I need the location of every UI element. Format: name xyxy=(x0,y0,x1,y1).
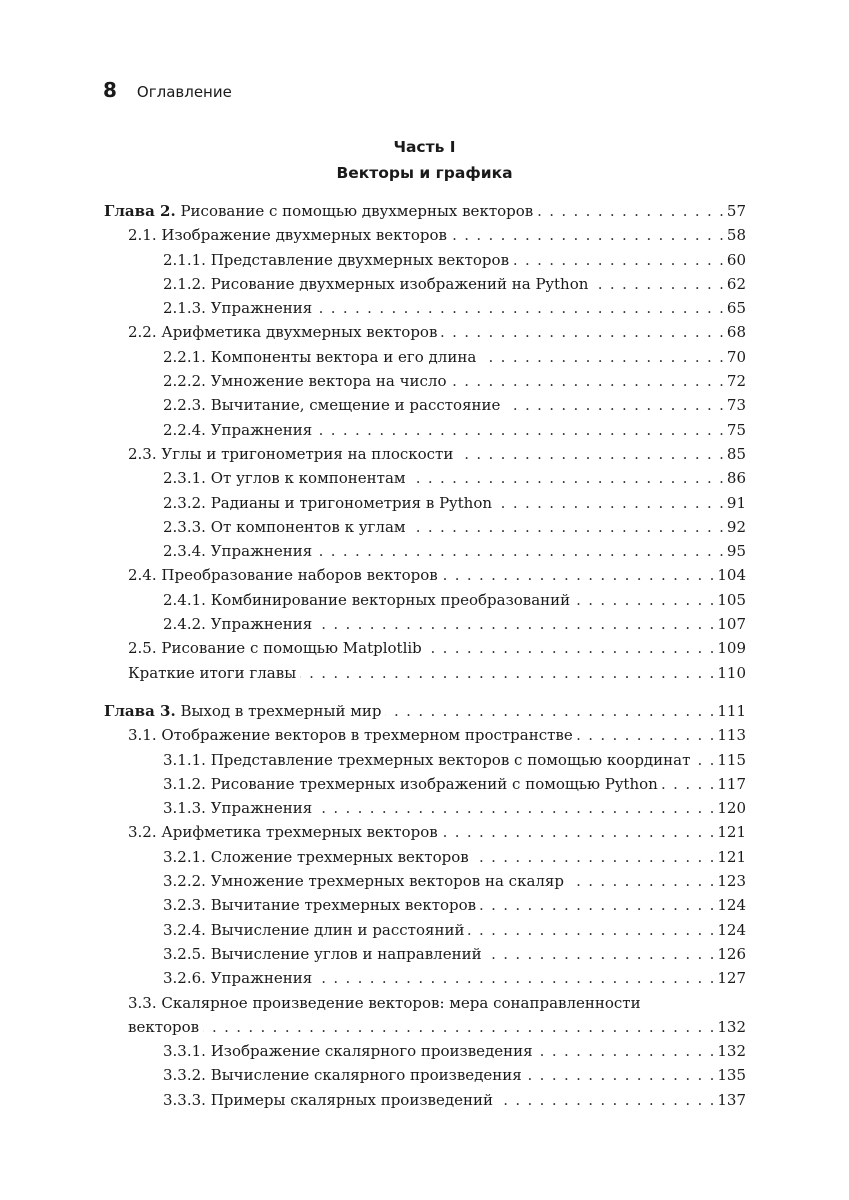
toc-entry-title: 2.1.2. Рисование двухмерных изображений на Python xyxy=(163,274,589,293)
toc-entry-title: 2.1.1. Представление двухмерных векторов xyxy=(163,250,510,269)
leader-dots xyxy=(442,820,715,844)
leader-dots xyxy=(316,612,714,636)
toc-entry-title: 2.3.3. От компонентов к углам xyxy=(163,517,406,536)
toc-entry-title: 2.1. Изображение двухмерных векторов xyxy=(128,226,447,245)
toc-page-number: 113 xyxy=(717,726,746,745)
leader-dots xyxy=(537,199,724,223)
leader-dots xyxy=(468,918,714,942)
leader-dots xyxy=(526,1063,715,1087)
toc-section-entry[interactable] xyxy=(104,563,746,587)
leader-dots xyxy=(410,515,724,539)
toc-subsection-entry[interactable] xyxy=(104,612,746,636)
toc-subsection-entry[interactable] xyxy=(104,393,746,417)
toc-entry-title: 2.2.3. Вычитание, смещение и расстояние xyxy=(163,396,501,415)
leader-dots xyxy=(694,748,714,772)
toc-section-entry[interactable] xyxy=(104,820,746,844)
toc-page-number: 91 xyxy=(726,493,746,512)
leader-dots xyxy=(473,845,715,869)
toc-entry-title: 2.3.1. От углов к компонентам xyxy=(163,469,406,488)
toc-page-number: 60 xyxy=(726,250,746,269)
toc-page-number: 62 xyxy=(726,274,746,293)
leader-dots xyxy=(451,223,724,247)
leader-dots xyxy=(203,1015,714,1039)
toc-entry-title: векторов xyxy=(128,1017,200,1036)
toc-subsection-entry[interactable] xyxy=(104,369,746,393)
leader-dots xyxy=(316,296,724,320)
toc-subsection-entry[interactable] xyxy=(104,466,746,490)
toc-section-entry[interactable] xyxy=(104,320,746,344)
part-title: Векторы и графика xyxy=(336,164,513,182)
toc-subsection-entry[interactable] xyxy=(104,1063,746,1087)
toc-entry-title: 3.2.6. Упражнения xyxy=(163,969,313,988)
leader-dots xyxy=(316,539,724,563)
toc-subsection-entry[interactable] xyxy=(104,418,746,442)
leader-dots xyxy=(577,723,715,747)
toc-page-number: 107 xyxy=(717,615,746,634)
leader-dots xyxy=(316,966,714,990)
toc-page-number: 92 xyxy=(726,517,746,536)
toc-subsection-entry[interactable] xyxy=(104,942,746,966)
page-number: 8 xyxy=(103,78,117,102)
toc-subsection-entry[interactable] xyxy=(104,772,746,796)
toc-entry-title: 3.2.2. Умножение трехмерных векторов на скаляр xyxy=(163,872,564,891)
toc-section-title-line[interactable]: 3.3. Скалярное произведение векторов: мера сонаправленности xyxy=(128,993,641,1012)
chapter-gap xyxy=(104,685,746,699)
toc-section-entry[interactable] xyxy=(104,1015,746,1039)
toc-subsection-entry[interactable] xyxy=(104,491,746,515)
running-header-title: Оглавление xyxy=(136,83,232,101)
toc-entry-title: 2.2.1. Компоненты вектора и его длина xyxy=(163,347,477,366)
toc-page-number: 121 xyxy=(717,847,746,866)
toc-page-number: 85 xyxy=(726,444,746,463)
leader-dots xyxy=(513,248,724,272)
toc-subsection-entry[interactable] xyxy=(104,1039,746,1063)
leader-dots xyxy=(442,563,715,587)
toc-chapter-entry[interactable] xyxy=(104,699,746,723)
toc-subsection-entry[interactable] xyxy=(104,966,746,990)
table-of-contents xyxy=(104,199,746,1112)
toc-entry-title: 3.2.1. Сложение трехмерных векторов xyxy=(163,847,469,866)
toc-page-number: 111 xyxy=(717,701,746,720)
toc-subsection-entry[interactable] xyxy=(104,296,746,320)
leader-dots xyxy=(662,772,715,796)
leader-dots xyxy=(497,1088,714,1112)
toc-page-number: 57 xyxy=(726,202,746,220)
toc-entry-title: 2.1.3. Упражнения xyxy=(163,299,313,318)
toc-entry-title: 3.1. Отображение векторов в трехмерном пространстве xyxy=(128,726,573,745)
toc-page-number: 58 xyxy=(726,226,746,245)
chapter-title: Глава 2. Рисование с помощью двухмерных векторов xyxy=(104,202,534,220)
toc-page-number: 124 xyxy=(717,920,746,939)
toc-entry-title: 2.2.4. Упражнения xyxy=(163,420,313,439)
leader-dots xyxy=(457,442,724,466)
toc-page-number: 110 xyxy=(717,663,746,682)
leader-dots xyxy=(316,796,714,820)
toc-page-number: 75 xyxy=(726,420,746,439)
toc-section-entry[interactable] xyxy=(104,223,746,247)
toc-subsection-entry[interactable] xyxy=(104,248,746,272)
toc-page-number: 109 xyxy=(717,639,746,658)
toc-subsection-entry[interactable] xyxy=(104,796,746,820)
toc-chapter-entry[interactable] xyxy=(104,199,746,223)
leader-dots xyxy=(592,272,724,296)
toc-entry-title: 2.3.2. Радианы и тригонометрия в Python xyxy=(163,493,493,512)
toc-entry-title: 3.3.3. Примеры скалярных произведений xyxy=(163,1090,493,1109)
toc-page-number: 117 xyxy=(717,774,746,793)
leader-dots xyxy=(504,393,723,417)
toc-page-number: 120 xyxy=(717,799,746,818)
toc-page-number: 135 xyxy=(717,1066,746,1085)
toc-subsection-entry[interactable] xyxy=(104,539,746,563)
toc-section-entry[interactable] xyxy=(104,636,746,660)
toc-section-entry[interactable] xyxy=(104,723,746,747)
toc-page-number: 127 xyxy=(717,969,746,988)
toc-entry-title: 2.3. Углы и тригонометрия на плоскости xyxy=(128,444,454,463)
leader-dots xyxy=(574,588,714,612)
toc-section-entry[interactable] xyxy=(104,442,746,466)
part-heading xyxy=(100,134,749,186)
toc-page-number: 137 xyxy=(717,1090,746,1109)
toc-entry-title: 3.2.3. Вычитание трехмерных векторов xyxy=(163,896,477,915)
toc-entry-title: 2.2. Арифметика двухмерных векторов xyxy=(128,323,438,342)
toc-subsection-entry[interactable] xyxy=(104,1088,746,1112)
leader-dots xyxy=(316,418,724,442)
toc-entry-title: 2.4. Преобразование наборов векторов xyxy=(128,566,438,585)
toc-page-number: 70 xyxy=(726,347,746,366)
toc-page-number: 65 xyxy=(726,299,746,318)
toc-subsection-entry[interactable] xyxy=(104,869,746,893)
part-label: Часть I xyxy=(393,138,456,156)
toc-entry-title: 2.2.2. Умножение вектора на число xyxy=(163,372,447,391)
toc-page-number: 86 xyxy=(726,469,746,488)
toc-page-number: 132 xyxy=(717,1042,746,1061)
leader-dots xyxy=(450,369,723,393)
toc-subsection-entry[interactable] xyxy=(104,845,746,869)
toc-subsection-entry[interactable] xyxy=(104,893,746,917)
toc-subsection-entry[interactable] xyxy=(104,918,746,942)
toc-page-number: 124 xyxy=(717,896,746,915)
toc-page-number: 73 xyxy=(726,396,746,415)
toc-page-number: 121 xyxy=(717,823,746,842)
leader-dots xyxy=(480,345,724,369)
toc-entry-title: 2.4.2. Упражнения xyxy=(163,615,313,634)
toc-page-number: 95 xyxy=(726,542,746,561)
toc-entry-title: 3.2.5. Вычисление углов и направлений xyxy=(163,944,482,963)
toc-page-number: 68 xyxy=(726,323,746,342)
toc-entry-title: Краткие итоги главы xyxy=(128,663,297,682)
toc-entry-title: 2.3.4. Упражнения xyxy=(163,542,313,561)
toc-page-number: 115 xyxy=(717,750,746,769)
leader-dots xyxy=(426,636,715,660)
toc-entry-title: 3.2. Арифметика трехмерных векторов xyxy=(128,823,438,842)
leader-dots xyxy=(480,893,714,917)
chapter-prefix: Глава 2. xyxy=(104,202,176,220)
chapter-title: Глава 3. Выход в трехмерный мир xyxy=(104,701,382,720)
toc-entry-title: 3.3.2. Вычисление скалярного произведения xyxy=(163,1066,522,1085)
leader-dots xyxy=(441,320,724,344)
toc-entry-title: 3.1.2. Рисование трехмерных изображений с помощью Python xyxy=(163,774,658,793)
toc-subsection-entry[interactable] xyxy=(104,345,746,369)
toc-entry-title: 2.5. Рисование с помощью Matplotlib xyxy=(128,639,422,658)
leader-dots xyxy=(537,1039,715,1063)
toc-subsection-entry[interactable] xyxy=(104,515,746,539)
toc-page-number: 132 xyxy=(717,1017,746,1036)
toc-subsection-entry[interactable] xyxy=(104,272,746,296)
toc-page-number: 72 xyxy=(726,372,746,391)
leader-dots xyxy=(568,869,714,893)
toc-page-number: 123 xyxy=(717,872,746,891)
leader-dots xyxy=(385,699,714,723)
toc-entry-title: 3.1.1. Представление трехмерных векторов с помощью координат xyxy=(163,750,691,769)
toc-entry-title: 2.4.1. Комбинирование векторных преобразований xyxy=(163,590,571,609)
toc-page-number: 126 xyxy=(717,944,746,963)
toc-entry-title: 3.1.3. Упражнения xyxy=(163,799,313,818)
toc-entry-title: 3.3.1. Изображение скалярного произведения xyxy=(163,1042,533,1061)
toc-page-number: 104 xyxy=(717,566,746,585)
chapter-prefix: Глава 3. xyxy=(104,701,176,720)
leader-dots xyxy=(410,466,724,490)
toc-subsection-entry[interactable] xyxy=(104,748,746,772)
leader-dots xyxy=(486,942,715,966)
leader-dots xyxy=(300,661,714,685)
running-header xyxy=(103,78,232,102)
toc-page-number: 105 xyxy=(717,590,746,609)
leader-dots xyxy=(496,491,724,515)
toc-subsection-entry[interactable] xyxy=(104,588,746,612)
toc-section-entry[interactable] xyxy=(104,661,746,685)
toc-entry-title: 3.2.4. Вычисление длин и расстояний xyxy=(163,920,465,939)
